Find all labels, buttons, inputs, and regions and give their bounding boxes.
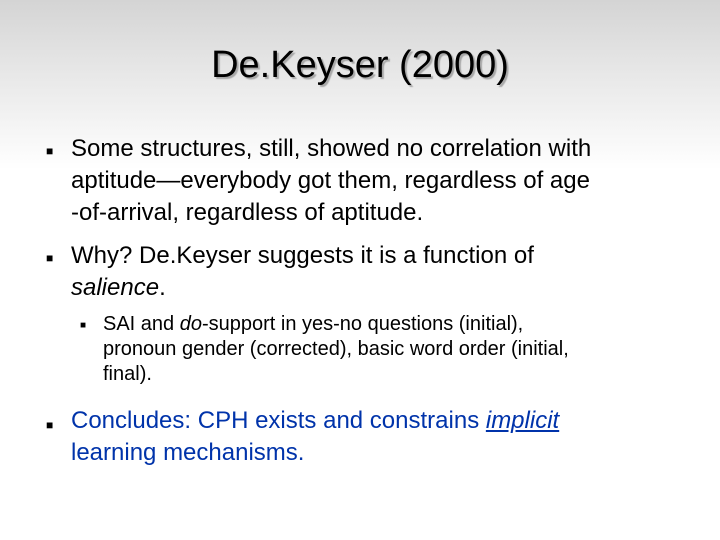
bullet-line: Some structures, still, showed no correlation with [71, 135, 592, 162]
italic-term: do [179, 313, 202, 335]
square-bullet-icon: ■ [80, 320, 87, 331]
punctuation: . [159, 274, 166, 301]
square-bullet-icon: ■ [46, 251, 54, 265]
bullet-item [71, 240, 703, 304]
bullet-item [71, 133, 703, 229]
sub-bullet-line: final). [103, 363, 152, 385]
text-segment: Concludes: CPH exists and constrains [71, 407, 486, 434]
bullet-line: -of-arrival, regardless of aptitude. [71, 199, 424, 226]
text-segment: -support in yes-no questions (initial), [201, 313, 524, 335]
square-bullet-icon: ■ [46, 418, 54, 432]
sub-bullet-line [103, 312, 703, 337]
bullet-line [71, 272, 703, 304]
italic-term: salience [71, 274, 160, 301]
bullet-line: aptitude—everybody got them, regardless of age [71, 167, 590, 194]
slide-title: De.Keyser (2000) [211, 44, 509, 86]
text-segment: SAI and [103, 313, 180, 335]
sub-bullet-line: pronoun gender (corrected), basic word order (initial, [103, 338, 569, 360]
sub-bullet-item [103, 312, 703, 387]
italic-term: implicit [485, 407, 560, 434]
conclusion-item [71, 405, 703, 469]
bullet-line: Why? De.Keyser suggests it is a function of [71, 242, 534, 269]
square-bullet-icon: ■ [46, 144, 54, 158]
conclusion-line [71, 405, 703, 437]
conclusion-line: learning mechanisms. [71, 439, 305, 466]
